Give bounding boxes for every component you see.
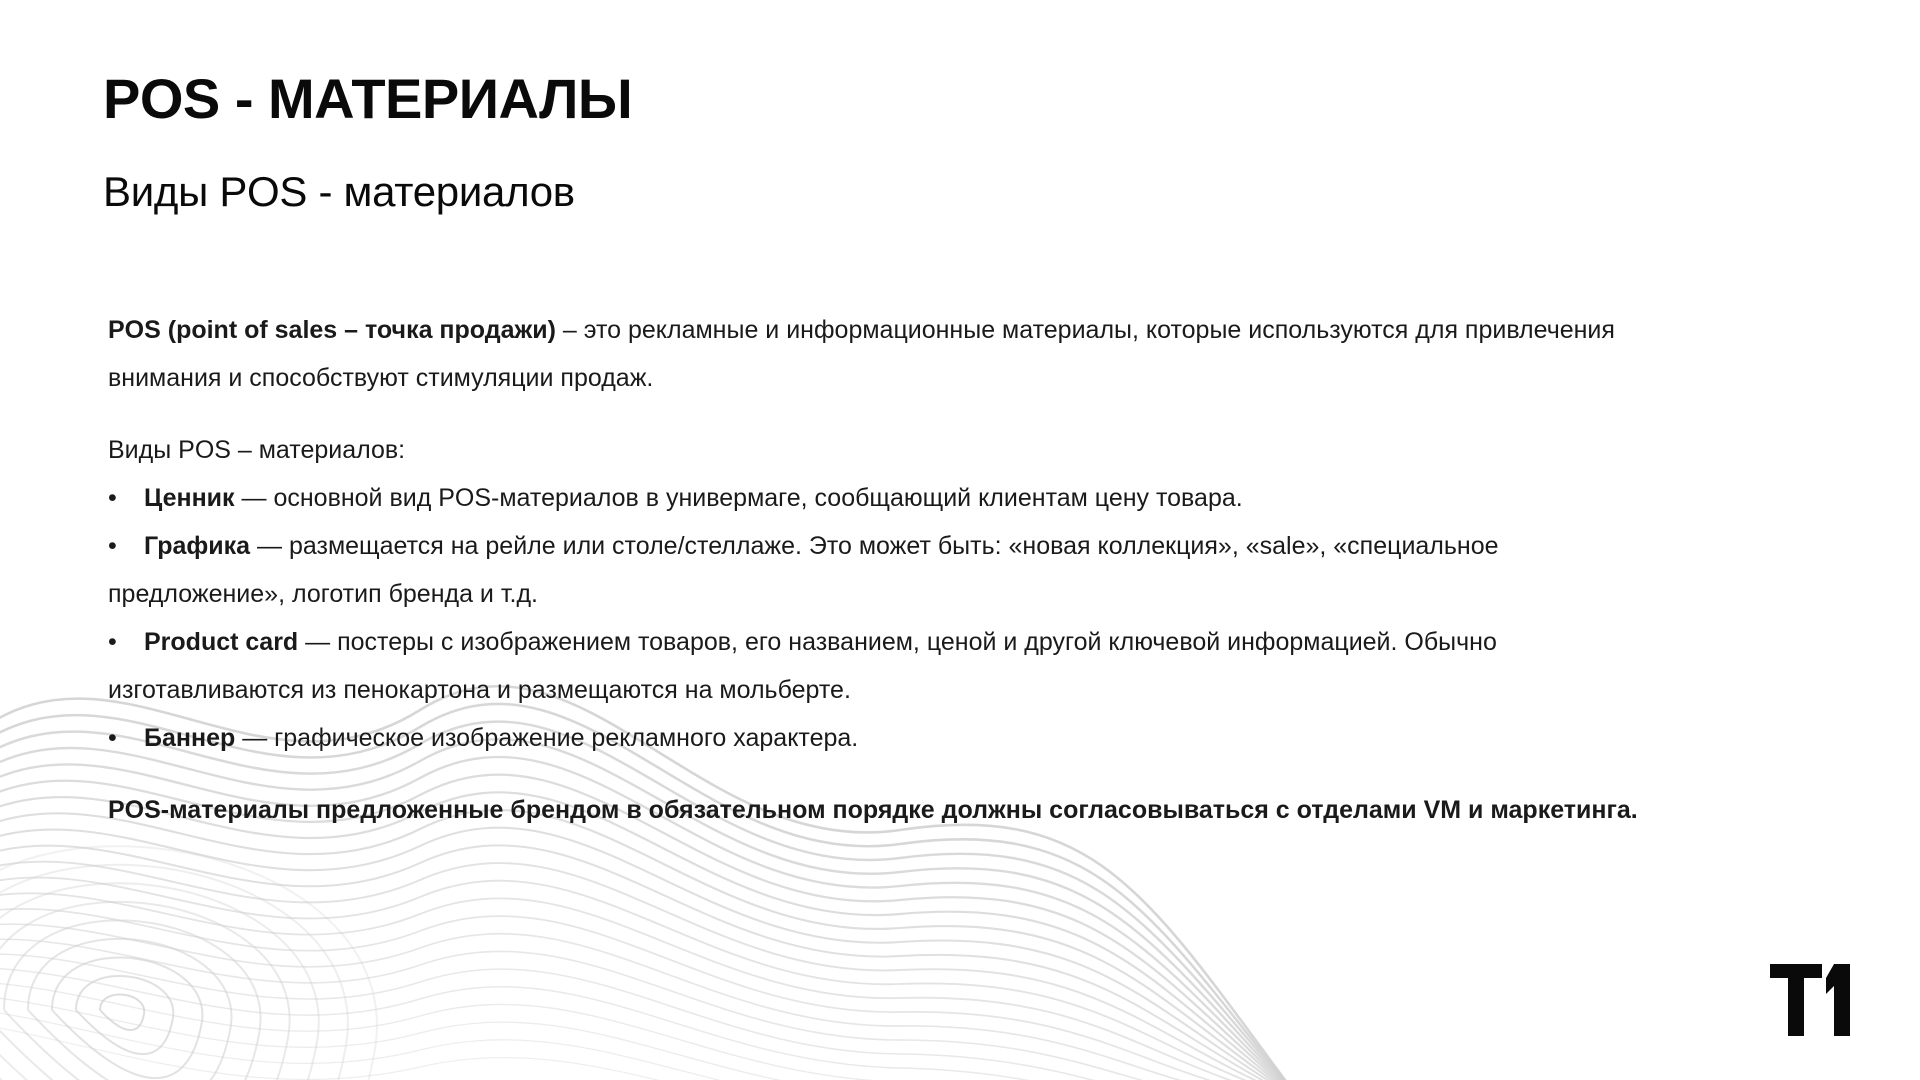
t1-logo-icon xyxy=(1770,964,1862,1036)
bullet-term: Product card xyxy=(144,628,299,656)
intro-term: POS (point of sales – точка продажи) xyxy=(108,316,556,344)
bullet-dot: • xyxy=(108,532,117,560)
bullet-item xyxy=(108,714,1788,762)
slide-content xyxy=(108,306,1788,834)
bullet-description: — размещается на рейле или столе/стеллаже. Это может быть: «новая коллекция», «sale», «специальное xyxy=(250,532,1499,560)
bullet-dot: • xyxy=(108,628,117,656)
intro-text-line1: – это рекламные и информационные материалы, которые используются для привлечения xyxy=(555,316,1615,344)
bullet-description-continued: предложение», логотип бренда и т.д. xyxy=(108,580,539,608)
bullet-item xyxy=(108,522,1788,618)
bullet-description-continued: изготавливаются из пенокартона и размещаются на мольберте. xyxy=(108,676,851,704)
slide-subtitle: Виды POS - материалов xyxy=(103,168,575,215)
intro-text-line2: внимания и способствуют стимуляции продаж. xyxy=(108,364,654,392)
slide-title: POS - МАТЕРИАЛЫ xyxy=(103,67,633,130)
types-heading-text: Виды POS – материалов: xyxy=(108,436,406,464)
types-heading xyxy=(108,426,1788,474)
bullet-item xyxy=(108,618,1788,714)
bullet-dot: • xyxy=(108,484,117,512)
bullet-term: Баннер xyxy=(144,724,236,752)
conclusion-text: POS-материалы предложенные брендом в обязательном порядке должны согласовываться с отделами VM и маркетинга. xyxy=(108,796,1638,824)
conclusion-paragraph xyxy=(108,786,1788,834)
intro-paragraph xyxy=(108,306,1788,402)
bullet-list xyxy=(108,474,1788,762)
bullet-description: — постеры с изображением товаров, его названием, ценой и другой ключевой информацией. Обычно xyxy=(298,628,1497,656)
bullet-description: — основной вид POS-материалов в универмаге, сообщающий клиентам цену товара. xyxy=(234,484,1243,512)
bullet-term: Графика xyxy=(144,532,251,560)
bullet-term: Ценник xyxy=(144,484,235,512)
bullet-item xyxy=(108,474,1788,522)
bullet-dot: • xyxy=(108,724,117,752)
bullet-description: — графическое изображение рекламного характера. xyxy=(235,724,859,752)
